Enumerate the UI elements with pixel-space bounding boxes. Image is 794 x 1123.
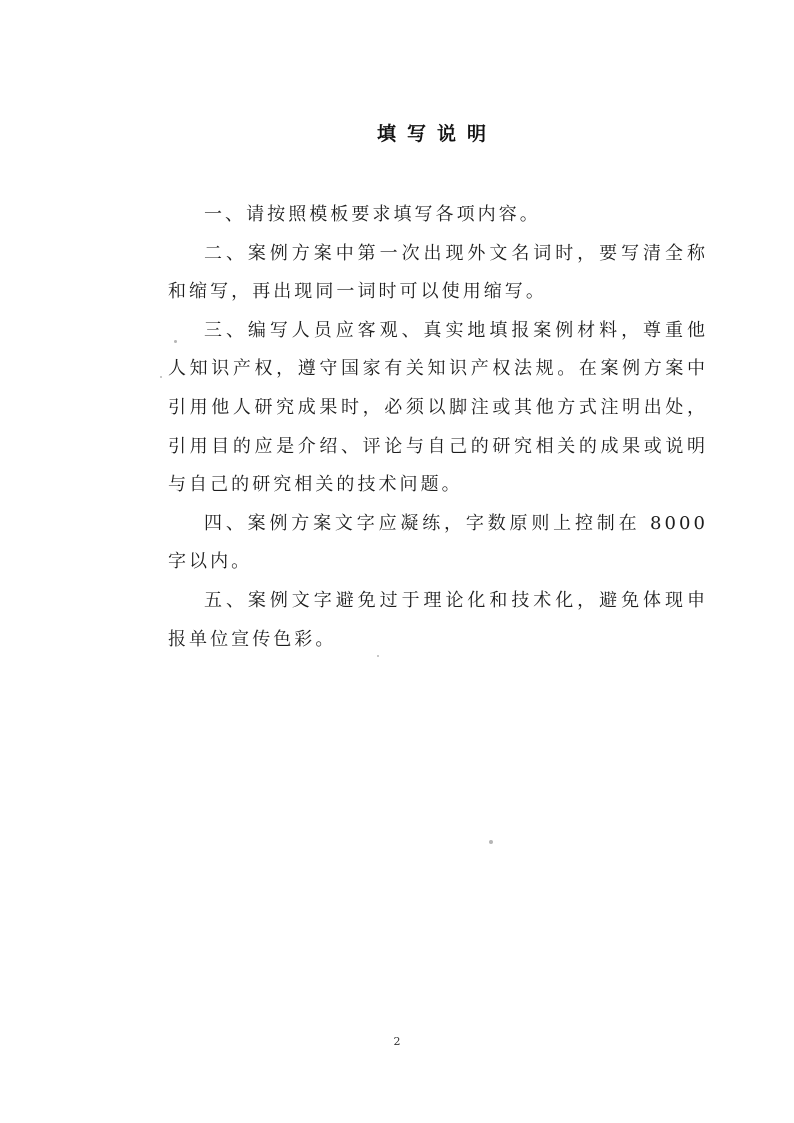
instruction-paragraph: 一、请按照模板要求填写各项内容。 [204, 204, 541, 225]
page-title: 填写说明 [376, 123, 497, 145]
instruction-paragraph: 二、案例方案中第一次出现外文名词时，要写清全称和缩写，再出现同一词时可以使用缩写。 [168, 242, 708, 303]
instructions-body [168, 196, 708, 659]
instruction-paragraph: 三、编写人员应客观、真实地填报案例材料，尊重他人知识产权，遵守国家有关知识产权法规。在案例方案中引用他人研究成果时，必须以脚注或其他方式注明出处，引用目的应是介绍、评论与自己的研究相关的成果或说明与自己的研究相关的技术问题。 [168, 319, 708, 496]
instruction-paragraph: 五、案例文字避免过于理论化和技术化，避免体现申报单位宣传色彩。 [168, 589, 708, 650]
scan-speck [174, 340, 177, 343]
scan-speck [160, 376, 162, 378]
scan-speck [377, 655, 379, 657]
page-number: 2 [393, 1035, 401, 1048]
scan-speck [489, 840, 493, 844]
instruction-paragraph: 四、案例方案文字应凝练，字数原则上控制在 8000 字以内。 [168, 512, 708, 573]
